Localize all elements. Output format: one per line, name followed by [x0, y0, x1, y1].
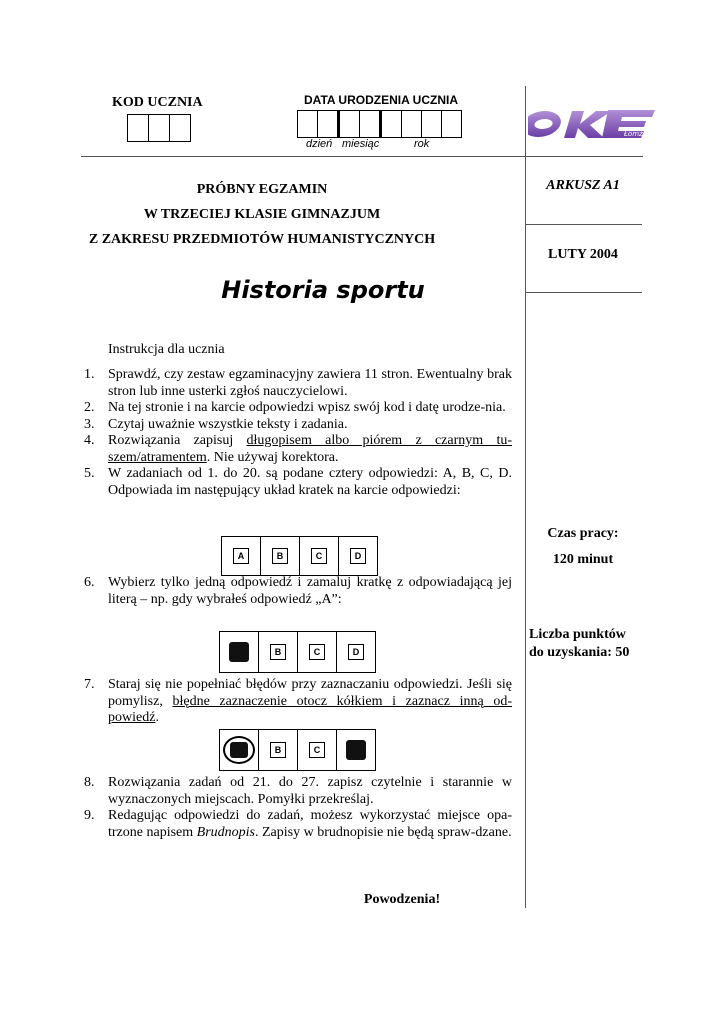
answer-box-b: B — [270, 742, 286, 758]
kod-ucznia-label: KOD UCZNIA — [112, 95, 203, 110]
sidebar-divider-1 — [526, 224, 642, 225]
instruction-item: 9. Redagując odpowiedzi do zadań, możesz wykorzystać miejsce opa-trzone napisem Brudnopis. Zapisy w brudnopisie nie będą spraw-dzane. — [84, 808, 512, 840]
answer-box-c: C — [309, 742, 325, 758]
answer-box-b: B — [270, 644, 286, 660]
instruction-item: 3. Czytaj uważnie wszystkie teksty i zadania. — [84, 416, 348, 432]
instruction-item: 1. Sprawdź, czy zestaw egzaminacyjny zawiera 11 stron. Ewentualny brak stron lub inne usterki zgłoś nauczycielowi. — [84, 367, 512, 399]
instructions-list-2 — [84, 575, 512, 608]
closing-text: Powodzenia! — [363, 892, 441, 907]
answer-box-a: A — [233, 548, 249, 564]
date-box[interactable] — [381, 110, 402, 138]
punkty-value: do uzyskania: 50 — [529, 645, 630, 660]
date-box[interactable] — [441, 110, 462, 138]
kod-box[interactable] — [148, 114, 170, 142]
answer-box-c: C — [309, 644, 325, 660]
answer-box-d: D — [350, 548, 366, 564]
exam-date: LUTY 2004 — [548, 247, 618, 262]
answer-grid-example-empty — [221, 536, 378, 576]
answer-box-c: C — [311, 548, 327, 564]
czas-pracy-value: 120 minut — [552, 552, 614, 567]
instructions-list-1 — [84, 367, 512, 499]
data-urodzenia-boxes[interactable] — [298, 110, 462, 138]
kod-box[interactable] — [169, 114, 191, 142]
instruction-item: 2. Na tej stronie i na karcie odpowiedzi wpisz swój kod i datę urodze-nia. — [84, 400, 506, 415]
oke-logo — [528, 100, 656, 142]
instructions-list-3 — [84, 677, 512, 727]
miesiac-label: miesiąc — [342, 138, 380, 150]
answer-grid-example-filled — [219, 631, 376, 673]
dzien-label: dzień — [306, 138, 333, 150]
header-divider — [81, 156, 643, 157]
title-line-2: W TRZECIEJ KLASIE GIMNAZJUM — [143, 207, 381, 222]
data-urodzenia-label: DATA URODZENIA UCZNIA — [304, 93, 458, 107]
subject-title: Historia sportu — [221, 276, 425, 304]
circled-box-a — [223, 736, 255, 764]
kod-ucznia-boxes[interactable] — [128, 114, 191, 142]
punkty-label: Liczba punktów — [529, 627, 626, 642]
instruction-item: 8. Rozwiązania zadań od 21. do 27. zapisz czytelnie i starannie w wyznaczonych miejscach. Pomyłki przekreślaj. — [84, 775, 512, 807]
title-line-3: Z ZAKRESU PRZEDMIOTÓW HUMANISTYCZNYCH — [88, 232, 436, 247]
rok-label: rok — [414, 138, 430, 150]
instruction-item: 5. W zadaniach od 1. do 20. są podane cztery odpowiedzi: A, B, C, D. Odpowiada im następujący układ kratek na karcie odpowiedzi: — [84, 466, 512, 498]
date-box[interactable] — [339, 110, 360, 138]
answer-box-d: D — [348, 644, 364, 660]
czas-pracy-label: Czas pracy: — [547, 526, 619, 541]
date-box[interactable] — [317, 110, 340, 138]
sidebar-divider — [525, 86, 526, 908]
instructions-list-4 — [84, 775, 512, 841]
logo-sub-text: Łomża — [624, 130, 647, 138]
date-box[interactable] — [421, 110, 442, 138]
answer-box-b: B — [272, 548, 288, 564]
filled-box-a — [229, 642, 249, 662]
date-box[interactable] — [297, 110, 318, 138]
kod-box[interactable] — [127, 114, 149, 142]
filled-box-d — [346, 740, 366, 760]
date-box[interactable] — [401, 110, 422, 138]
instruction-item: 7. Staraj się nie popełniać błędów przy zaznaczaniu odpowiedzi. Jeśli się pomylisz, błędne zaznaczenie otocz kółkiem i zaznacz inną od-powiedź. — [84, 677, 512, 725]
answer-grid-example-correction — [219, 729, 376, 771]
arkusz-label: ARKUSZ A1 — [546, 178, 620, 193]
instruction-item: 6. Wybierz tylko jedną odpowiedź i zamaluj kratkę z odpowiadającą jej literą – np. gdy wybrałeś odpowiedź „A”: — [84, 575, 512, 607]
date-box[interactable] — [359, 110, 382, 138]
instructions-title: Instrukcja dla ucznia — [108, 342, 225, 357]
title-line-1: PRÓBNY EGZAMIN — [196, 182, 328, 197]
instruction-item: 4. Rozwiązania zapisuj długopisem albo piórem z czarnym tu-szem/atramentem. Nie używaj korektora. — [84, 433, 512, 465]
